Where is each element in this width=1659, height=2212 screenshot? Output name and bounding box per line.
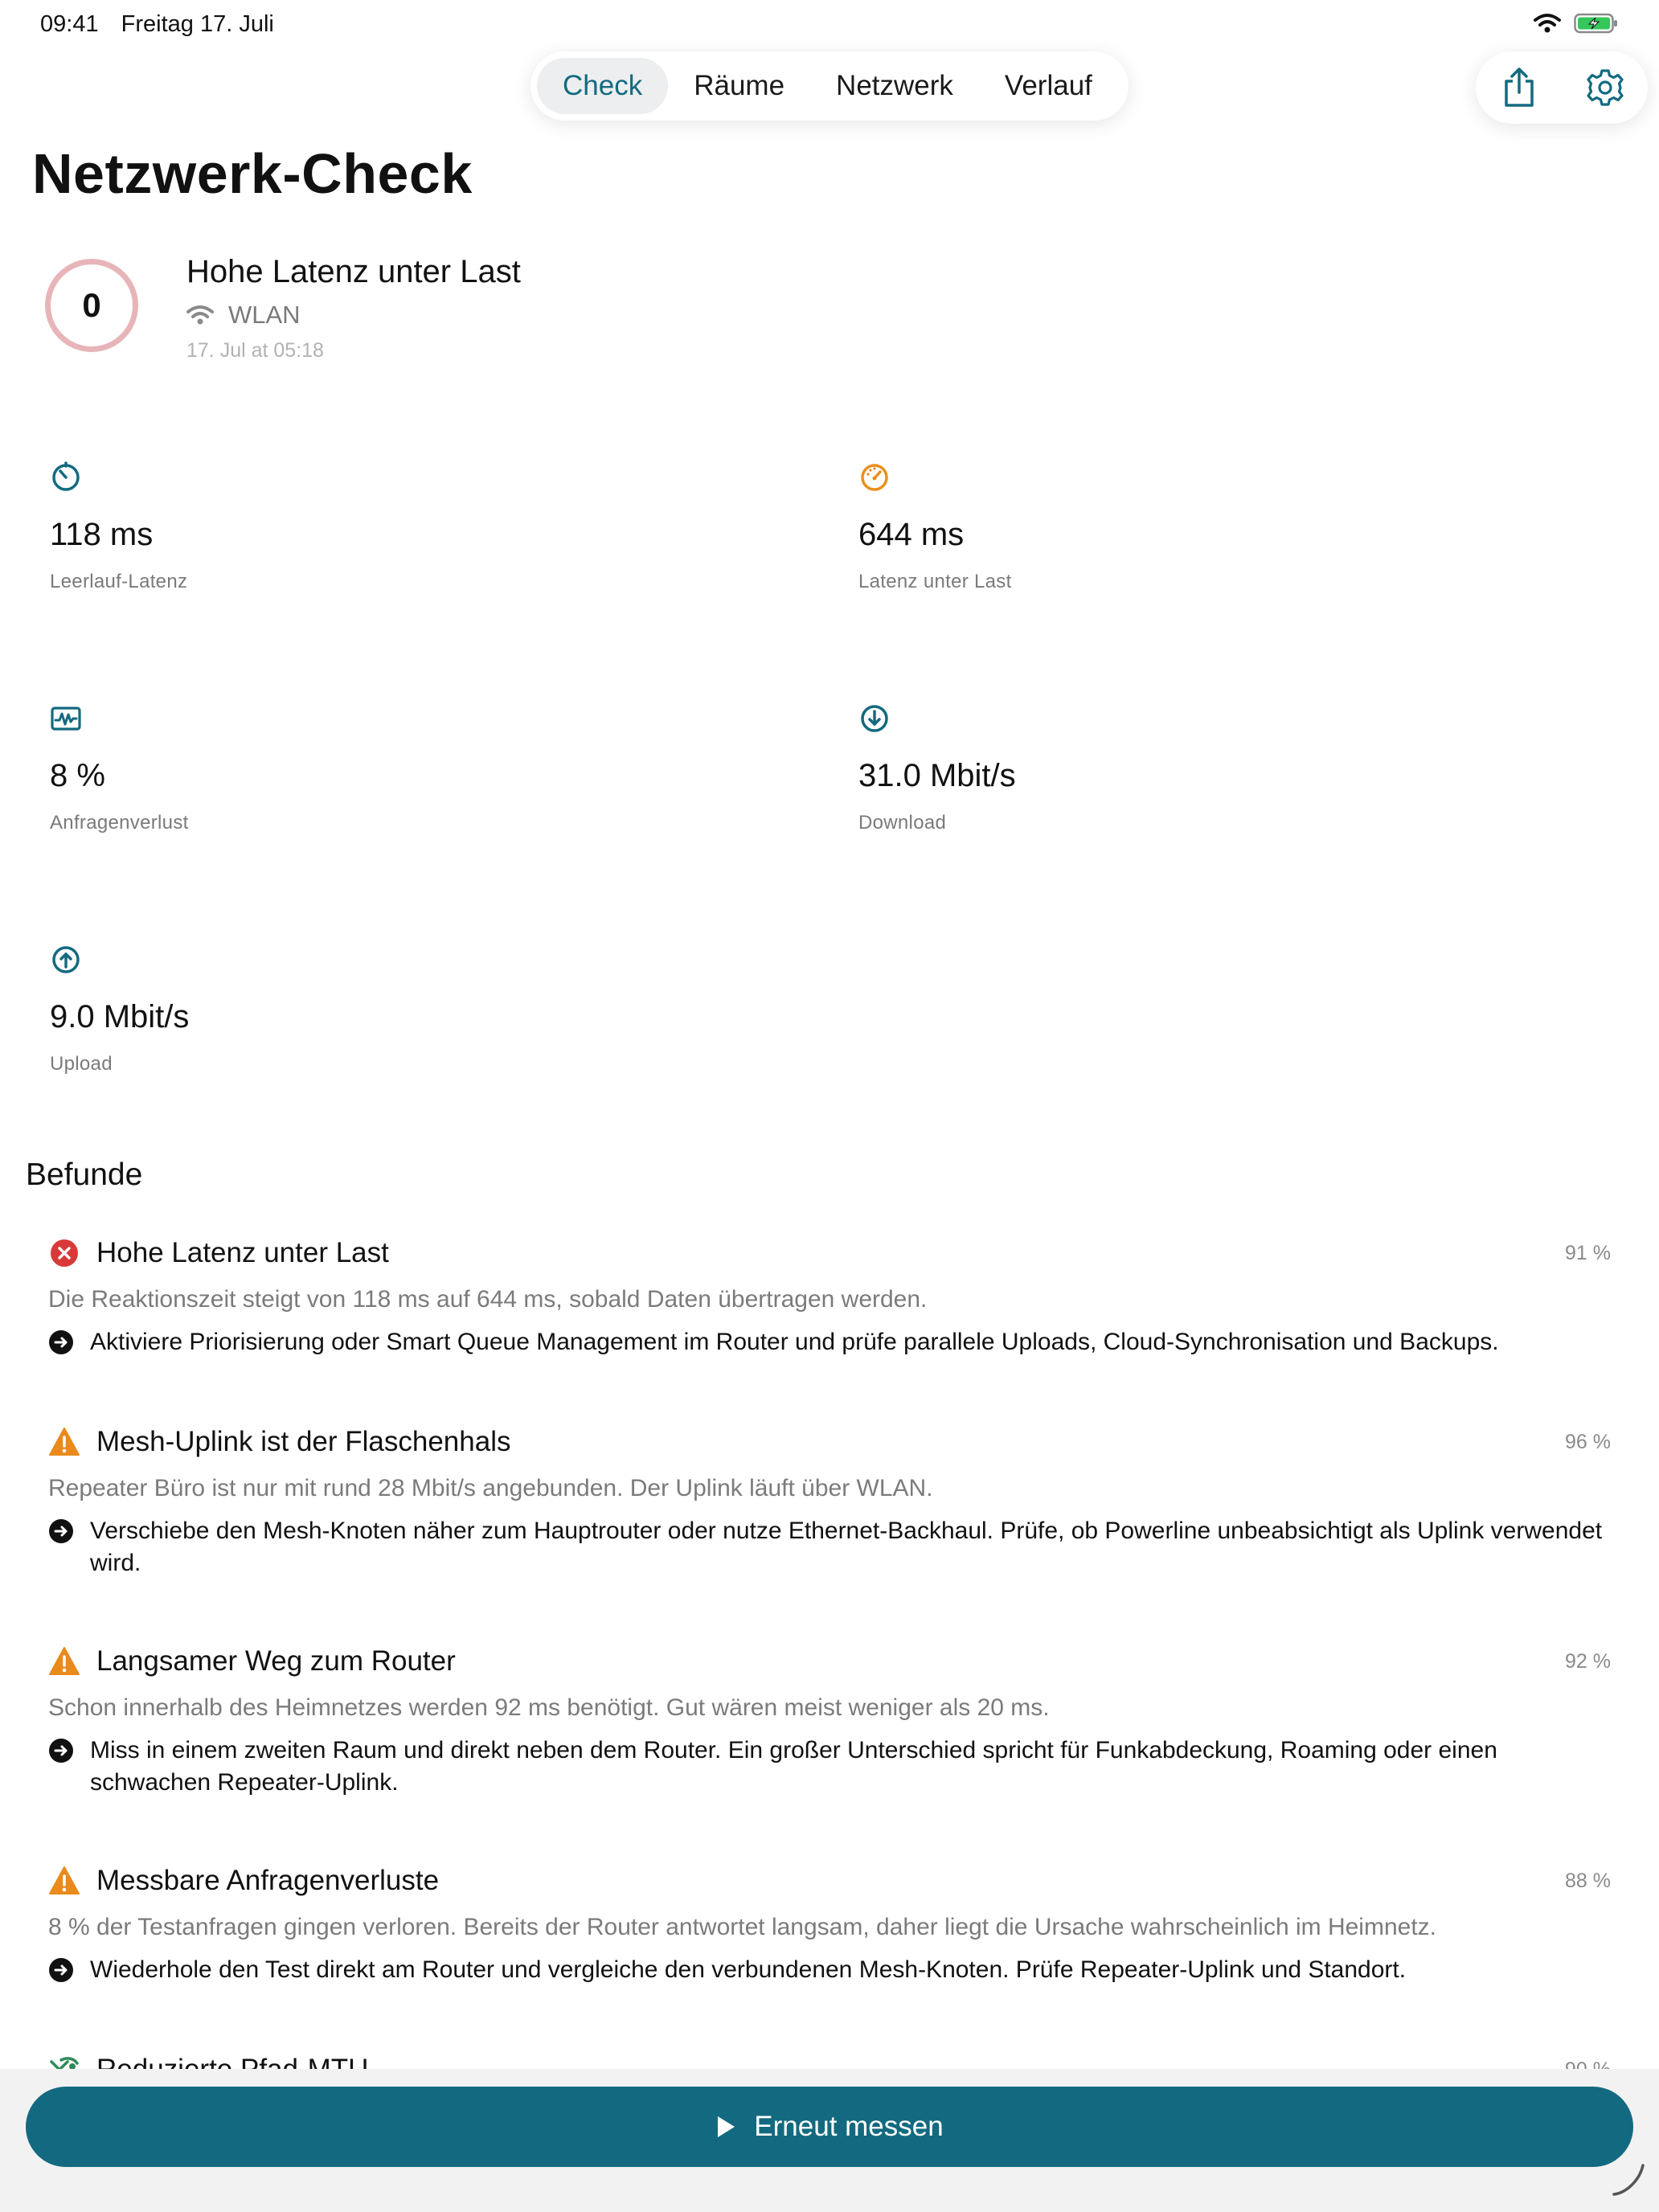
remeasure-label: Erneut messen — [754, 2111, 944, 2142]
finding-title: Mesh-Uplink ist der Flaschenhals — [96, 1426, 511, 1457]
battery-charging-icon — [1574, 13, 1619, 34]
remeasure-button[interactable] — [26, 2087, 1633, 2167]
gear-icon — [1585, 68, 1625, 108]
metric-value: 8 % — [50, 758, 105, 793]
metric-value: 118 ms — [50, 517, 154, 552]
metric-value: 644 ms — [858, 517, 965, 552]
finding-action: Verschiebe den Mesh-Knoten näher zum Hauptrouter oder nutze Ethernet-Backhaul. Prüfe, ob Powerline unbeabsichtigt als Uplink verwendet wird. — [90, 1518, 1603, 1576]
warning-triangle-icon — [48, 1865, 80, 1897]
finding-description: Repeater Büro ist nur mit rund 28 Mbit/s angebunden. Der Uplink läuft über WLAN. — [48, 1475, 933, 1501]
findings-heading: Befunde — [26, 1157, 143, 1192]
finding-action: Aktiviere Priorisierung oder Smart Queue Management im Router und prüfe parallele Uploads, Cloud-Synchronisation und Backups. — [90, 1329, 1499, 1355]
share-button[interactable] — [1491, 59, 1547, 116]
connection-label: WLAN — [228, 301, 301, 329]
toolbar-actions — [1476, 51, 1648, 124]
metric-value: 9.0 Mbit/s — [50, 999, 190, 1034]
tab-verlauf[interactable]: Verlauf — [1004, 70, 1092, 101]
warning-triangle-icon — [48, 1645, 80, 1677]
metric-label: Anfragenverlust — [50, 812, 189, 834]
tab-check[interactable]: Check — [537, 58, 668, 114]
connection-type — [186, 301, 301, 330]
arrow-right-circle-icon — [48, 1738, 74, 1763]
settings-button[interactable] — [1577, 59, 1633, 116]
finding-title: Langsamer Weg zum Router — [96, 1645, 456, 1677]
measurement-timestamp: 17. Jul at 05:18 — [186, 339, 324, 362]
metric-label: Download — [858, 812, 947, 834]
metric-label: Leerlauf-Latenz — [50, 571, 188, 592]
timer-icon — [50, 461, 82, 494]
metric-packet-loss — [50, 703, 189, 834]
finding-title: Messbare Anfragenverluste — [96, 1865, 440, 1896]
top-tab-bar — [530, 51, 1129, 121]
speedometer-icon — [858, 461, 891, 494]
finding-action: Wiederhole den Test direkt am Router und vergleiche den verbundenen Mesh-Knoten. Prüfe Repeater-Uplink und Standort. — [90, 1956, 1407, 1983]
finding-description: Schon innerhalb des Heimnetzes werden 92 ms benötigt. Gut wären meist weniger als 20 ms. — [48, 1694, 1050, 1721]
arrow-right-circle-icon — [48, 1957, 74, 1983]
play-icon — [715, 2115, 736, 2139]
status-date: Freitag 17. Juli — [121, 11, 274, 37]
upload-arrow-icon — [50, 944, 82, 976]
summary-title: Hohe Latenz unter Last — [186, 254, 521, 289]
wifi-icon — [1534, 13, 1561, 34]
metric-upload — [50, 944, 189, 1075]
finding-confidence: 88 % — [1565, 1869, 1611, 1892]
metric-value: 31.0 Mbit/s — [858, 758, 1016, 793]
scroll-indicator-icon — [1609, 2161, 1648, 2199]
arrow-right-circle-icon — [48, 1329, 74, 1355]
page-title: Netzwerk-Check — [32, 142, 473, 205]
score-ring — [45, 259, 138, 352]
status-icons — [1534, 13, 1619, 34]
finding-confidence: 96 % — [1565, 1430, 1611, 1453]
finding-title: Hohe Latenz unter Last — [96, 1237, 389, 1268]
finding-item[interactable] — [48, 1235, 1611, 1358]
waveform-icon — [50, 703, 82, 735]
metric-download — [858, 703, 1016, 834]
wifi-icon — [186, 305, 214, 326]
finding-action: Miss in einem zweiten Raum und direkt neben dem Router. Ein großer Unterschied spricht für Funkabdeckung, Roaming oder einen schwachen Repeater-Uplink. — [90, 1737, 1497, 1796]
tab-netzwerk[interactable]: Netzwerk — [836, 70, 953, 101]
finding-confidence: 92 % — [1565, 1649, 1611, 1673]
warning-triangle-icon — [48, 1426, 80, 1458]
metric-loaded-latency — [858, 461, 1012, 593]
error-x-icon — [48, 1237, 80, 1269]
status-time: 09:41 — [40, 11, 99, 37]
finding-item[interactable] — [48, 1643, 1611, 1799]
metric-idle-latency — [50, 461, 187, 593]
tab-raeume[interactable]: Räume — [694, 70, 785, 101]
finding-description: Die Reaktionszeit steigt von 118 ms auf 644 ms, sobald Daten übertragen werden. — [48, 1286, 928, 1313]
finding-item[interactable] — [48, 1862, 1611, 1986]
share-icon — [1501, 67, 1537, 109]
finding-confidence: 91 % — [1565, 1241, 1611, 1264]
arrow-right-circle-icon — [48, 1518, 74, 1544]
download-arrow-icon — [858, 703, 891, 735]
score-value: 0 — [82, 286, 101, 324]
finding-item[interactable] — [48, 1423, 1611, 1579]
metric-label: Upload — [50, 1053, 113, 1075]
metric-label: Latenz unter Last — [858, 571, 1012, 592]
finding-description: 8 % der Testanfragen gingen verloren. Bereits der Router antwortet langsam, daher liegt die Ursache wahrscheinlich im Heimnetz. — [48, 1914, 1436, 1940]
status-bar-clock — [40, 11, 290, 38]
